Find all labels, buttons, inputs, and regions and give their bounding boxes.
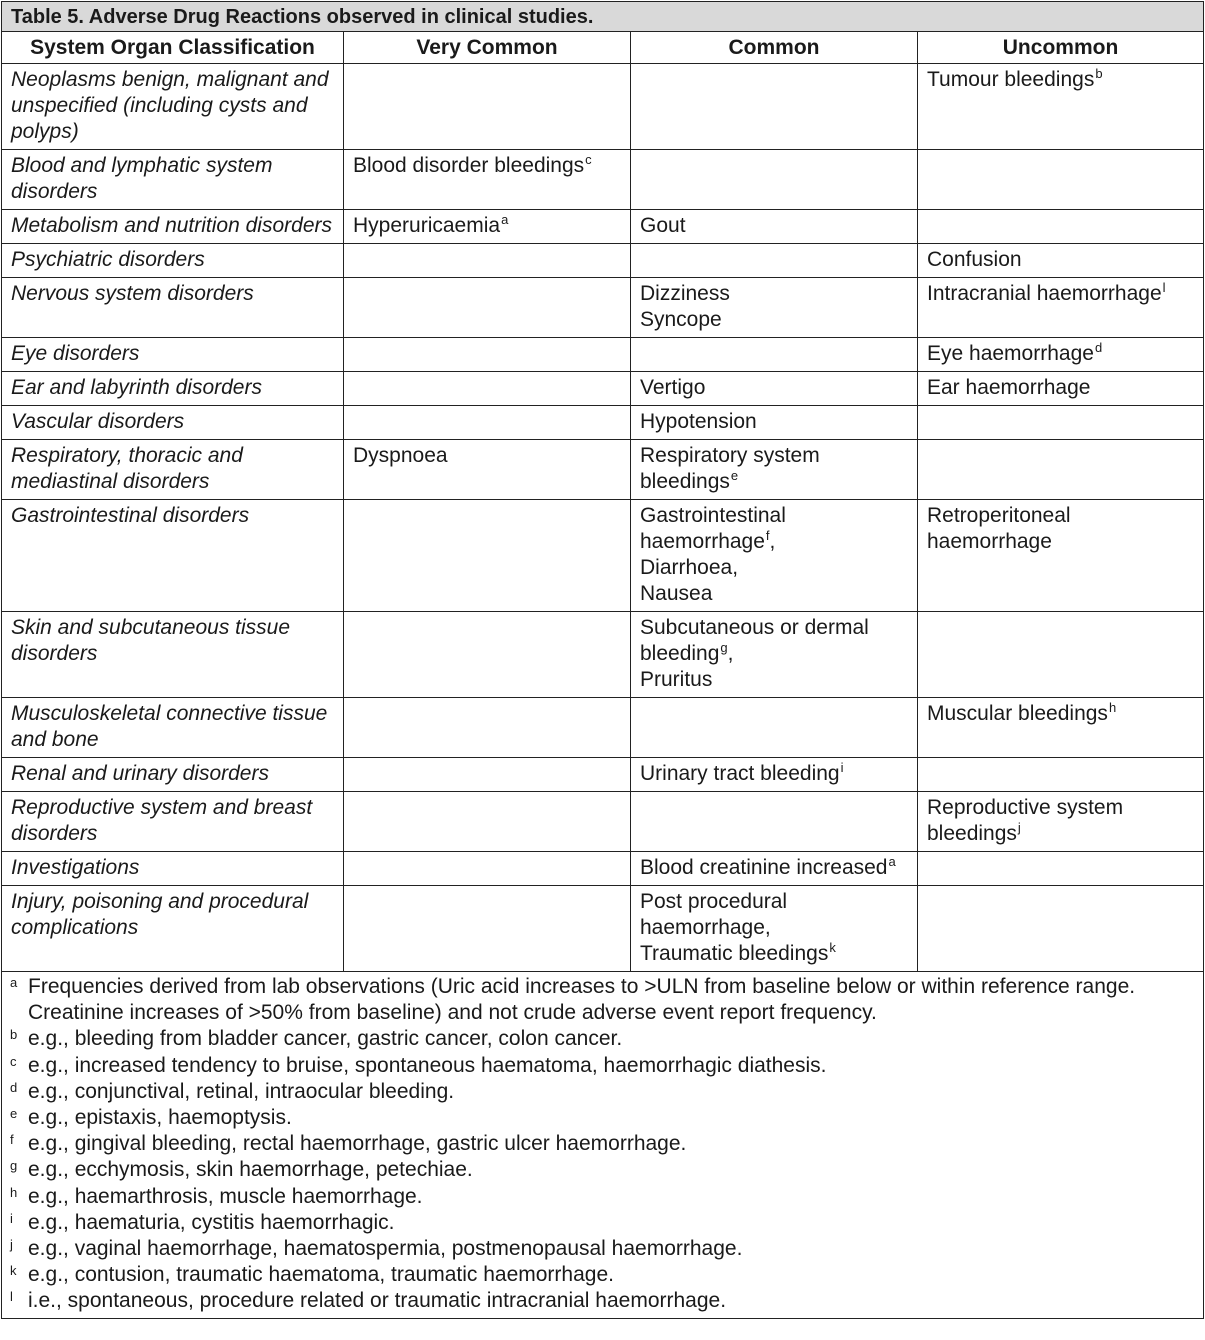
footnote-ref: i [840,760,844,775]
header-common: Common [631,32,918,64]
table-row [2,150,1204,210]
footnote [8,1157,1197,1183]
table-title-row [2,2,1204,32]
reaction-text: Dyspnoea [353,444,448,467]
very-common-cell [344,698,631,758]
reaction-entry [927,701,1194,727]
reaction-text: Muscular bleedings [927,702,1108,725]
reaction-entry [640,555,908,581]
very-common-cell [344,792,631,852]
reaction-entry [640,761,908,787]
soc-cell: Respiratory, thoracic and mediastinal disorders [2,440,344,500]
table-title: Table 5. Adverse Drug Reactions observed in clinical studies. [2,2,1204,32]
footnote [8,1262,1197,1288]
very-common-cell [344,612,631,698]
table-row [2,406,1204,440]
reaction-entry [640,307,908,333]
footnote-text: e.g., bleeding from bladder cancer, gastric cancer, colon cancer. [28,1027,623,1051]
table-row [2,278,1204,338]
very-common-cell [344,500,631,612]
common-cell [631,210,918,244]
footnote [8,1236,1197,1262]
common-cell [631,792,918,852]
very-common-cell [344,406,631,440]
uncommon-cell [918,244,1204,278]
reaction-text: Post procedural haemorrhage, [640,890,788,939]
reaction-entry [927,281,1194,307]
footnote [8,1210,1197,1236]
reaction-text: Subcutaneous or dermal bleeding [640,616,869,665]
reaction-text: Intracranial haemorrhage [927,282,1162,305]
reaction-suffix: , [769,530,776,553]
footnote [8,1131,1197,1157]
reaction-entry [927,67,1194,93]
very-common-cell [344,886,631,972]
footnote-text: e.g., epistaxis, haemoptysis. [28,1106,292,1130]
table-row [2,758,1204,792]
reaction-entry [640,855,908,881]
footnote [8,1026,1197,1052]
soc-cell: Blood and lymphatic system disorders [2,150,344,210]
reaction-text: Blood creatinine increased [640,856,888,879]
footnote [8,974,1197,1026]
footnote-mark: k [10,1263,17,1279]
footnote-text: e.g., increased tendency to bruise, spontaneous haematoma, haemorrhagic diathesis. [28,1053,827,1077]
footnote-text: e.g., haemarthrosis, muscle haemorrhage. [28,1184,423,1208]
header-very-common: Very Common [344,32,631,64]
soc-cell: Nervous system disorders [2,278,344,338]
reaction-entry [927,341,1194,367]
common-cell [631,244,918,278]
table-body [2,64,1204,972]
table-row [2,210,1204,244]
uncommon-cell [918,150,1204,210]
reaction-text: Gout [640,214,686,237]
footnote-text: i.e., spontaneous, procedure related or traumatic intracranial haemorrhage. [28,1289,727,1313]
soc-cell: Psychiatric disorders [2,244,344,278]
very-common-cell [344,150,631,210]
footnote-text: e.g., haematuria, cystitis haemorrhagic. [28,1210,395,1234]
reaction-text: Pruritus [640,668,713,691]
table-row [2,64,1204,150]
footnote-mark: a [10,975,18,990]
reaction-entry [927,247,1194,273]
footnote-ref: f [765,528,770,543]
footnote-text: e.g., vaginal haemorrhage, haematospermia, postmenopausal haemorrhage. [28,1237,743,1261]
footnote-text: e.g., conjunctival, retinal, intraocular bleeding. [28,1079,455,1103]
common-cell [631,612,918,698]
footnote [8,1053,1197,1079]
footnote-ref: c [585,152,592,167]
footnotes-row [2,972,1204,1319]
footnote [8,1184,1197,1210]
footnote-mark: d [10,1079,18,1095]
reaction-text: Reproductive system bleedings [927,796,1124,845]
uncommon-cell [918,210,1204,244]
reaction-entry [640,375,908,401]
reaction-text: Urinary tract bleeding [640,762,840,785]
soc-cell: Reproductive system and breast disorders [2,792,344,852]
uncommon-cell [918,440,1204,500]
common-cell [631,758,918,792]
footnote-mark: l [10,1289,13,1305]
footnote-text: Frequencies derived from lab observations (Uric acid increases to >ULN from baseline below or within reference range. Creatinine increases of >50% from baseline) and not crude adverse event report frequency. [28,975,1136,1025]
uncommon-cell [918,612,1204,698]
reaction-text: Respiratory system bleedings [640,444,820,493]
very-common-cell [344,278,631,338]
footnote-text: e.g., ecchymosis, skin haemorrhage, petechiae. [28,1158,473,1182]
reaction-entry [353,153,621,179]
reaction-text: Diarrhoea, [640,556,739,579]
reaction-text: Tumour bleedings [927,68,1095,91]
footnotes [2,972,1204,1319]
footnote-ref: a [888,854,896,869]
reaction-entry [640,615,908,667]
common-cell [631,372,918,406]
reaction-text: Nausea [640,582,713,605]
soc-cell: Renal and urinary disorders [2,758,344,792]
reaction-text: Blood disorder bleedings [353,154,585,177]
table-row [2,612,1204,698]
common-cell [631,852,918,886]
uncommon-cell [918,372,1204,406]
very-common-cell [344,64,631,150]
reaction-text: Gastrointestinal haemorrhage [640,504,786,553]
uncommon-cell [918,792,1204,852]
table-row [2,852,1204,886]
reaction-entry [640,409,908,435]
very-common-cell [344,852,631,886]
reaction-text: Dizziness [640,282,730,305]
footnote-mark: e [10,1106,18,1122]
reaction-entry [640,581,908,607]
reaction-entry [640,503,908,555]
soc-cell: Injury, poisoning and procedural complications [2,886,344,972]
footnote-ref: l [1162,280,1166,295]
uncommon-cell [918,500,1204,612]
footnote-text: e.g., gingival bleeding, rectal haemorrhage, gastric ulcer haemorrhage. [28,1132,687,1156]
reaction-suffix: , [727,642,734,665]
adverse-reactions-table [1,1,1204,1319]
footnote-mark: i [10,1210,13,1226]
uncommon-cell [918,698,1204,758]
soc-cell: Vascular disorders [2,406,344,440]
uncommon-cell [918,852,1204,886]
common-cell [631,338,918,372]
footnote-mark: h [10,1184,18,1200]
common-cell [631,698,918,758]
table-row [2,500,1204,612]
table-row [2,886,1204,972]
soc-cell: Ear and labyrinth disorders [2,372,344,406]
very-common-cell [344,758,631,792]
reaction-entry [927,795,1194,847]
uncommon-cell [918,278,1204,338]
reaction-text: Traumatic bleedings [640,942,829,965]
table-row [2,698,1204,758]
reaction-text: Hyperuricaemia [353,214,501,237]
reaction-text: Eye haemorrhage [927,342,1094,365]
footnote-ref: e [730,468,739,483]
uncommon-cell [918,338,1204,372]
table-row [2,792,1204,852]
footnote-ref: h [1108,700,1117,715]
reaction-entry [640,941,908,967]
uncommon-cell [918,758,1204,792]
footnote-mark: j [10,1237,13,1253]
reaction-text: Retroperitoneal haemorrhage [927,504,1071,553]
common-cell [631,886,918,972]
header-row [2,32,1204,64]
very-common-cell [344,244,631,278]
footnote-mark: g [10,1158,18,1174]
soc-cell: Investigations [2,852,344,886]
footnote-ref: a [501,212,509,227]
common-cell [631,278,918,338]
footnote-ref: d [1094,340,1103,355]
table-row [2,372,1204,406]
reaction-entry [640,281,908,307]
reaction-entry [927,375,1194,401]
footnote [8,1288,1197,1314]
soc-cell: Gastrointestinal disorders [2,500,344,612]
footnote-ref: k [829,940,836,955]
uncommon-cell [918,64,1204,150]
reaction-entry [640,667,908,693]
footnote-ref: g [720,640,728,655]
reaction-text: Hypotension [640,410,757,433]
footnote [8,1079,1197,1105]
header-uncommon: Uncommon [918,32,1204,64]
table-row [2,440,1204,500]
common-cell [631,406,918,440]
very-common-cell [344,372,631,406]
footnote [8,1105,1197,1131]
footnote-mark: b [10,1027,18,1043]
soc-cell: Musculoskeletal connective tissue and bone [2,698,344,758]
reaction-entry [640,889,908,941]
soc-cell: Skin and subcutaneous tissue disorders [2,612,344,698]
soc-cell: Neoplasms benign, malignant and unspecified (including cysts and polyps) [2,64,344,150]
uncommon-cell [918,406,1204,440]
common-cell [631,500,918,612]
table-row [2,338,1204,372]
reaction-entry [927,503,1194,555]
footnote-mark: f [10,1132,14,1148]
very-common-cell [344,440,631,500]
footnote-ref: b [1095,66,1103,81]
reaction-entry [353,443,621,469]
table-row [2,244,1204,278]
reaction-text: Syncope [640,308,722,331]
footnote-text: e.g., contusion, traumatic haematoma, traumatic haemorrhage. [28,1263,614,1287]
common-cell [631,64,918,150]
common-cell [631,440,918,500]
reaction-entry [353,213,621,239]
soc-cell: Eye disorders [2,338,344,372]
reaction-text: Ear haemorrhage [927,376,1091,399]
uncommon-cell [918,886,1204,972]
reaction-entry [640,443,908,495]
very-common-cell [344,338,631,372]
reaction-text: Confusion [927,248,1022,271]
adverse-reactions-table-container [1,1,1203,1319]
footnote-ref: j [1017,820,1021,835]
reaction-entry [640,213,908,239]
common-cell [631,150,918,210]
reaction-text: Vertigo [640,376,706,399]
soc-cell: Metabolism and nutrition disorders [2,210,344,244]
header-system-organ-class: System Organ Classification [2,32,344,64]
very-common-cell [344,210,631,244]
footnote-mark: c [10,1053,17,1069]
